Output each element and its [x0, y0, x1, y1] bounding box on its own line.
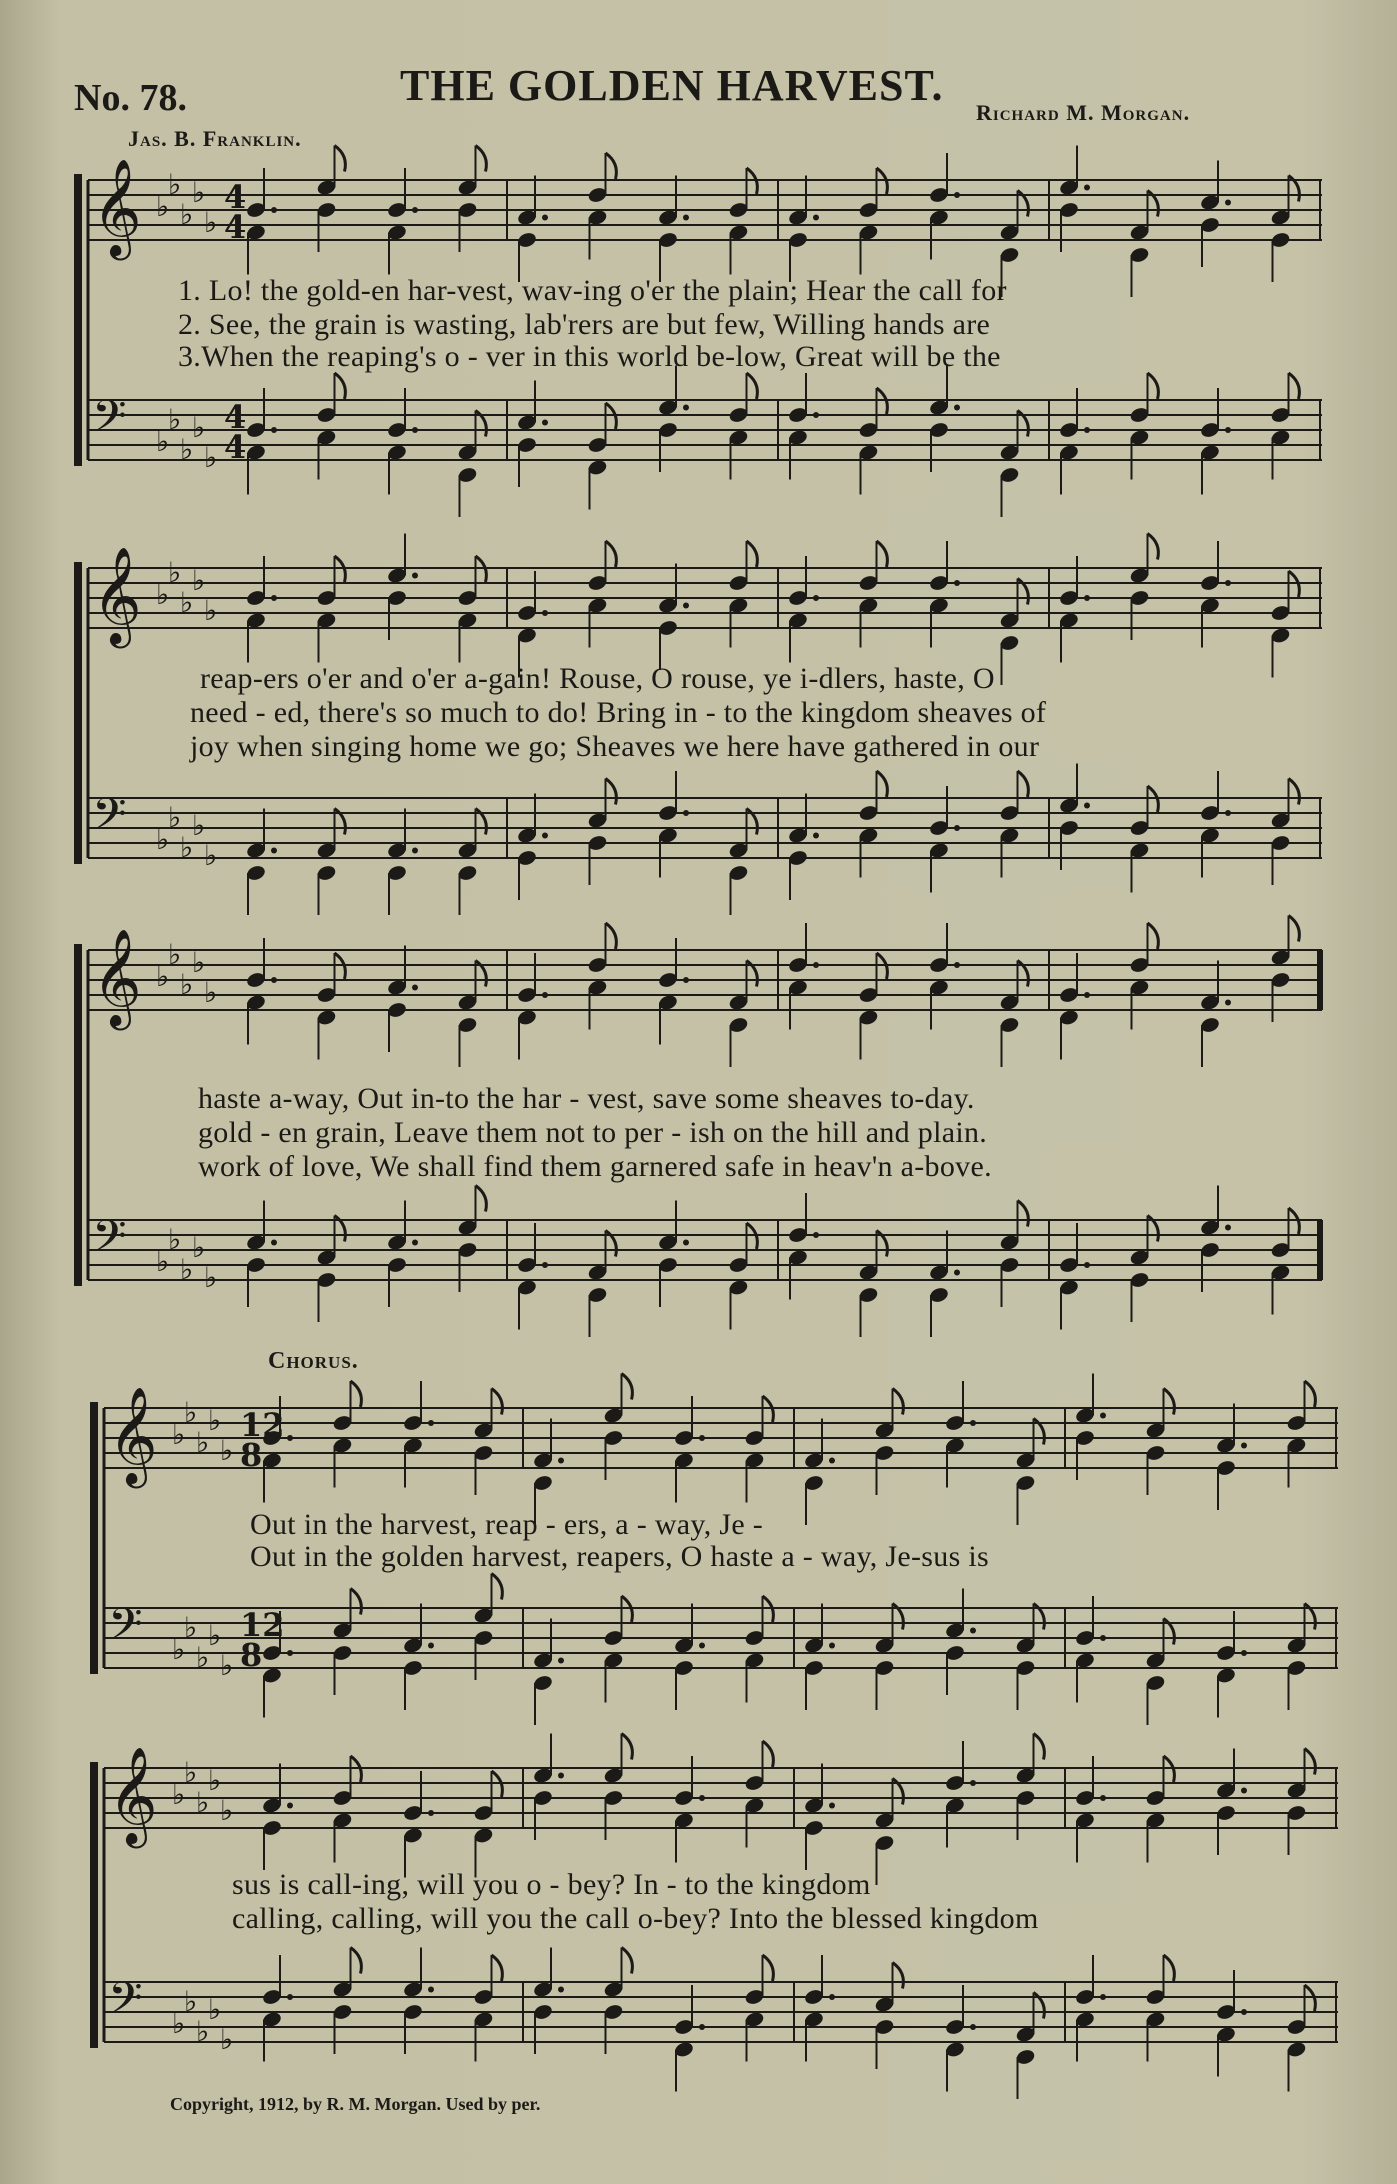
note-flag — [492, 1574, 503, 1600]
note-flag — [1018, 771, 1029, 797]
flat-sign-icon: ♭ — [180, 198, 194, 231]
note-flag — [335, 146, 346, 172]
note-flag — [1289, 916, 1300, 942]
note-flag — [1305, 1749, 1316, 1775]
dot — [1084, 427, 1090, 433]
chorus-line-1-soprano: Out in the golden harvest, reapers, O haste a - way, Je-sus is — [250, 1540, 989, 1573]
dot — [683, 1240, 689, 1246]
flat-sign-icon: ♭ — [180, 968, 194, 1001]
flat-sign-icon: ♭ — [180, 586, 194, 619]
flat-sign-icon: ♭ — [172, 2007, 186, 2040]
system-brace — [74, 944, 82, 1286]
note-flag — [1164, 1389, 1175, 1415]
treble-clef-icon: 𝄞 — [108, 1386, 158, 1484]
chorus-line-1-alto: Out in the harvest, reap - ers, a - way, Je - — [250, 1508, 764, 1541]
dot — [428, 1643, 434, 1649]
dot — [271, 1240, 277, 1246]
dot — [683, 603, 689, 609]
note-flag — [1034, 1734, 1045, 1760]
flat-sign-icon: ♭ — [168, 403, 182, 436]
dot — [1100, 1994, 1106, 2000]
flat-sign-icon: ♭ — [168, 938, 182, 971]
dot — [683, 405, 689, 411]
flat-sign-icon: ♭ — [204, 206, 218, 239]
time-signature-bottom: 8 — [240, 1436, 263, 1474]
system-brace — [90, 1402, 98, 1674]
dot — [1241, 1650, 1247, 1656]
flat-sign-icon: ♭ — [156, 1245, 170, 1278]
verse-1-line-3: haste a-way, Out in-to the har - vest, save some sheaves to-day. — [198, 1082, 975, 1115]
note-flag — [877, 541, 888, 567]
flat-sign-icon: ♭ — [208, 1993, 222, 2026]
dot — [542, 1262, 548, 1268]
dot — [683, 215, 689, 221]
system-brace — [74, 562, 82, 864]
dot — [1225, 580, 1231, 586]
note-flag — [606, 923, 617, 949]
note-flag — [606, 541, 617, 567]
dot — [428, 1810, 434, 1816]
note-flag — [1164, 1955, 1175, 1981]
dot — [1100, 1635, 1106, 1641]
verse-2-line-3: gold - en grain, Leave them not to per - ish on the hill and plain. — [198, 1116, 988, 1149]
verse-2-line-1: 2. See, the grain is wasting, lab'rers are but few, Willing hands are — [178, 308, 991, 341]
chorus-label: Chorus. — [268, 1348, 359, 1374]
flat-sign-icon: ♭ — [196, 1641, 210, 1674]
note-flag — [1018, 1201, 1029, 1227]
flat-sign-icon: ♭ — [168, 801, 182, 834]
dot — [1100, 1413, 1106, 1419]
flat-sign-icon: ♭ — [156, 960, 170, 993]
flat-sign-icon: ♭ — [172, 1633, 186, 1666]
note-flag — [476, 146, 487, 172]
dot — [1084, 185, 1090, 191]
dot — [970, 1420, 976, 1426]
dot — [970, 1780, 976, 1786]
dot — [683, 810, 689, 816]
dot — [699, 1435, 705, 1441]
chorus-line-2-alto: sus is call-ing, will you o - bey? In - to the kingdom — [232, 1868, 871, 1901]
note-flag — [351, 1381, 362, 1407]
dot — [412, 848, 418, 854]
treble-clef-icon: 𝄞 — [92, 546, 142, 644]
note-flag — [1289, 779, 1300, 805]
note-flag — [763, 1955, 774, 1981]
flat-sign-icon: ♭ — [184, 1985, 198, 2018]
dot — [412, 427, 418, 433]
flat-sign-icon: ♭ — [208, 1619, 222, 1652]
bass-clef-icon: 𝄢 — [92, 1210, 127, 1273]
flat-sign-icon: ♭ — [156, 425, 170, 458]
verse-1-line-2: reap-ers o'er and o'er a-gain! Rouse, O rouse, ye i-dlers, haste, O — [200, 662, 995, 695]
dot — [970, 2024, 976, 2030]
dot — [412, 985, 418, 991]
time-signature-top: 4 — [224, 178, 247, 216]
dot — [558, 1987, 564, 1993]
note-flag — [606, 153, 617, 179]
note-flag — [1148, 534, 1159, 560]
note-flag — [492, 1955, 503, 1981]
dot — [954, 1270, 960, 1276]
flat-sign-icon: ♭ — [220, 2023, 234, 2056]
dot — [1225, 427, 1231, 433]
note-flag — [492, 1389, 503, 1415]
note-flag — [622, 1734, 633, 1760]
note-flag — [351, 1589, 362, 1615]
dot — [1084, 992, 1090, 998]
flat-sign-icon: ♭ — [192, 1231, 206, 1264]
flat-sign-icon: ♭ — [196, 1426, 210, 1459]
flat-sign-icon: ♭ — [168, 1223, 182, 1256]
flat-sign-icon: ♭ — [192, 176, 206, 209]
flat-sign-icon: ♭ — [172, 1778, 186, 1811]
flat-sign-icon: ♭ — [196, 2015, 210, 2048]
dot — [287, 1803, 293, 1809]
flat-sign-icon: ♭ — [168, 168, 182, 201]
dot — [428, 1987, 434, 1993]
lyricist-credit: Jas. B. Franklin. — [128, 126, 302, 151]
flat-sign-icon: ♭ — [204, 594, 218, 627]
dot — [558, 1658, 564, 1664]
dot — [287, 1435, 293, 1441]
flat-sign-icon: ♭ — [204, 441, 218, 474]
note-flag — [335, 373, 346, 399]
note-flag — [893, 1389, 904, 1415]
dot — [542, 420, 548, 426]
dot — [813, 595, 819, 601]
flat-sign-icon: ♭ — [184, 1396, 198, 1429]
dot — [1225, 810, 1231, 816]
dot — [813, 833, 819, 839]
dot — [1225, 200, 1231, 206]
dot — [542, 992, 548, 998]
dot — [542, 610, 548, 616]
flat-sign-icon: ♭ — [180, 433, 194, 466]
flat-sign-icon: ♭ — [192, 564, 206, 597]
dot — [954, 405, 960, 411]
dot — [1241, 1443, 1247, 1449]
dot — [271, 977, 277, 983]
dot — [699, 1643, 705, 1649]
flat-sign-icon: ♭ — [208, 1404, 222, 1437]
hymn-title: THE GOLDEN HARVEST. — [400, 61, 944, 110]
dot — [271, 427, 277, 433]
dot — [1241, 1788, 1247, 1794]
dot — [829, 1994, 835, 2000]
treble-clef-icon: 𝄞 — [92, 158, 142, 256]
dot — [1084, 595, 1090, 601]
flat-sign-icon: ♭ — [220, 1794, 234, 1827]
note-flag — [351, 1948, 362, 1974]
flat-sign-icon: ♭ — [180, 831, 194, 864]
flat-sign-icon: ♭ — [192, 411, 206, 444]
dot — [954, 580, 960, 586]
verse-3-line-1: 3.When the reaping's o - ver in this world be-low, Great will be the — [178, 340, 1001, 373]
flat-sign-icon: ♭ — [192, 809, 206, 842]
dot — [813, 962, 819, 968]
verse-2-line-2: need - ed, there's so much to do! Bring in - to the kingdom sheaves of — [190, 696, 1047, 729]
verse-3-line-2: joy when singing home we go; Sheaves we here have gathered in our — [190, 730, 1040, 763]
note-flag — [1289, 373, 1300, 399]
bass-clef-icon: 𝄢 — [92, 788, 127, 851]
dot — [683, 977, 689, 983]
flat-sign-icon: ♭ — [220, 1434, 234, 1467]
dot — [1084, 1262, 1090, 1268]
dot — [271, 848, 277, 854]
time-signature-bottom: 8 — [240, 1636, 263, 1674]
time-signature-top: 12 — [240, 1406, 285, 1444]
dot — [813, 412, 819, 418]
dot — [1225, 1000, 1231, 1006]
note-flag — [1148, 923, 1159, 949]
dot — [813, 1232, 819, 1238]
dot — [954, 192, 960, 198]
time-signature-top: 12 — [240, 1606, 285, 1644]
dot — [829, 1643, 835, 1649]
note-flag — [622, 1948, 633, 1974]
bass-clef-icon: 𝄢 — [108, 1598, 143, 1661]
dot — [271, 207, 277, 213]
flat-sign-icon: ♭ — [156, 578, 170, 611]
dot — [829, 1458, 835, 1464]
flat-sign-icon: ♭ — [184, 1611, 198, 1644]
time-signature-bottom: 4 — [224, 428, 247, 466]
dot — [542, 215, 548, 221]
treble-clef-icon: 𝄞 — [92, 928, 142, 1026]
dot — [271, 595, 277, 601]
note-flag — [606, 779, 617, 805]
flat-sign-icon: ♭ — [156, 190, 170, 223]
note-flag — [1148, 373, 1159, 399]
chorus-line-2-soprano: calling, calling, will you the call o-bey? Into the blessed kingdom — [232, 1902, 1039, 1935]
hymn-number: No. 78. — [74, 77, 187, 119]
bass-clef-icon: 𝄢 — [108, 1972, 143, 2035]
bass-clef-icon: 𝄢 — [92, 390, 127, 453]
flat-sign-icon: ♭ — [204, 976, 218, 1009]
flat-sign-icon: ♭ — [208, 1764, 222, 1797]
note-flag — [763, 1741, 774, 1767]
dot — [954, 825, 960, 831]
flat-sign-icon: ♭ — [172, 1418, 186, 1451]
dot — [1084, 803, 1090, 809]
system-brace — [74, 174, 82, 466]
flat-sign-icon: ♭ — [168, 556, 182, 589]
dot — [287, 1994, 293, 2000]
time-signature-bottom: 4 — [224, 208, 247, 246]
flat-sign-icon: ♭ — [220, 1649, 234, 1682]
note-flag — [747, 541, 758, 567]
time-signature-top: 4 — [224, 398, 247, 436]
dot — [412, 1240, 418, 1246]
flat-sign-icon: ♭ — [180, 1253, 194, 1286]
dot — [829, 1803, 835, 1809]
note-flag — [476, 1186, 487, 1212]
note-flag — [622, 1374, 633, 1400]
dot — [970, 1628, 976, 1634]
composer-credit: Richard M. Morgan. — [976, 100, 1191, 125]
flat-sign-icon: ♭ — [156, 823, 170, 856]
flat-sign-icon: ♭ — [196, 1786, 210, 1819]
note-flag — [877, 771, 888, 797]
note-flag — [893, 1963, 904, 1989]
copyright-notice: Copyright, 1912, by R. M. Morgan. Used by per. — [170, 2094, 541, 2114]
treble-clef-icon: 𝄞 — [108, 1746, 158, 1844]
flat-sign-icon: ♭ — [192, 946, 206, 979]
dot — [1100, 1795, 1106, 1801]
dot — [412, 573, 418, 579]
verse-3-line-3: work of love, We shall find them garnered safe in heav'n a-bove. — [198, 1150, 992, 1183]
verse-1-line-1: 1. Lo! the gold-en har-vest, wav-ing o'er the plain; Hear the call for — [178, 274, 1007, 307]
dot — [954, 962, 960, 968]
flat-sign-icon: ♭ — [204, 1261, 218, 1294]
dot — [1241, 2009, 1247, 2015]
flat-sign-icon: ♭ — [184, 1756, 198, 1789]
dot — [542, 833, 548, 839]
dot — [558, 1458, 564, 1464]
dot — [699, 1795, 705, 1801]
dot — [699, 2024, 705, 2030]
dot — [412, 207, 418, 213]
dot — [558, 1773, 564, 1779]
dot — [428, 1420, 434, 1426]
dot — [287, 1650, 293, 1656]
note-flag — [747, 373, 758, 399]
dot — [1225, 1225, 1231, 1231]
note-flag — [1305, 1381, 1316, 1407]
system-brace — [90, 1762, 98, 2048]
dot — [813, 215, 819, 221]
flat-sign-icon: ♭ — [204, 839, 218, 872]
